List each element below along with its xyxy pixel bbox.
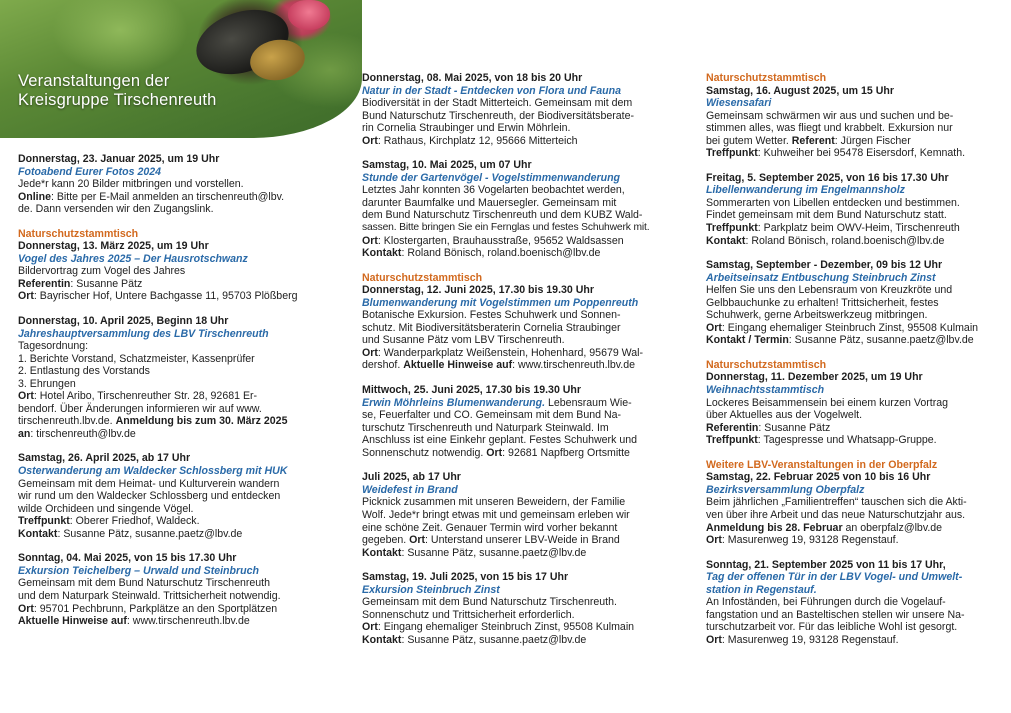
event-text: se, Feuerfalter und CO. Gemeinsam mit dem Bund Na- — [362, 409, 622, 422]
event-date: Donnerstag, 13. März 2025, um 19 Uhr — [18, 240, 209, 253]
treffpunkt-text: : Parkplatz beim OWV-Heim, Tirschenreuth — [757, 222, 960, 235]
event-text: Sonnenschutz und Trittsicherheit erforderlich. — [362, 608, 575, 621]
event-teichelberg — [18, 552, 338, 627]
event-text: über Aktuelles aus der Vogelwelt. — [706, 409, 863, 422]
anmeldung-label: Anmeldung bis 28. Februar — [706, 521, 843, 534]
event-wiesensafari — [706, 72, 996, 160]
event-date: Samstag, 22. Februar 2025 von 10 bis 16 Uhr — [706, 471, 931, 484]
event-text: gegeben. — [362, 534, 410, 547]
event-natur-in-der-stadt — [362, 72, 674, 147]
event-text: fangstation und an Basteltischen stellen wir unsere Na- — [706, 608, 965, 621]
anmeldung-text: an oberpfalz@lbv.de — [842, 521, 943, 534]
event-date: Juli 2025, ab 17 Uhr — [362, 471, 461, 484]
header-photo — [0, 0, 362, 138]
ort-label: Ort — [706, 534, 722, 547]
event-text: Anschluss ist eine Einkehr geplant. Festes Schuhwerk und — [362, 434, 637, 447]
kontakt-label: Kontakt — [706, 234, 746, 247]
agenda-item: 1. Berichte Vorstand, Schatzmeister, Kassenprüfer — [18, 352, 255, 365]
event-anmeldung — [706, 522, 996, 535]
website-text: tirschenreuth.lbv.de. — [18, 415, 116, 428]
event-text: Jede*r kann 20 Bilder mitbringen und vorstellen. — [18, 178, 244, 191]
event-category: Naturschutzstammtisch — [362, 271, 483, 284]
event-ort — [706, 534, 996, 547]
event-ort — [362, 534, 674, 547]
event-title: Exkursion Teichelberg – Urwald und Steinbruch — [18, 564, 259, 577]
event-text: rin Cornelia Straubinger und Erwin Möhrlein. — [362, 122, 571, 135]
event-date: Donnerstag, 12. Juni 2025, 17.30 bis 19.30 Uhr — [362, 284, 594, 297]
kontakt-text: : Roland Bönisch, roland.boenisch@lbv.de — [401, 247, 601, 260]
treffpunkt-text: : Oberer Friedhof, Waldeck. — [69, 515, 200, 528]
event-date: Freitag, 5. September 2025, von 16 bis 17.30 Uhr — [706, 171, 949, 184]
event-text: Bildervortrag zum Vogel des Jahres — [18, 265, 186, 278]
ort-text: : Masurenweg 19, 93128 Regenstauf. — [721, 633, 899, 646]
online-text: : Bitte per E-Mail anmelden an tirschenreuth@lbv. — [50, 190, 285, 203]
event-treffpunkt — [706, 222, 996, 235]
event-text: Findet gemeinsam mit dem Bund Naturschutz statt. — [706, 209, 947, 222]
event-referent — [706, 135, 996, 148]
event-ort — [706, 634, 996, 647]
ort-text-cont: dershof. — [362, 359, 404, 372]
event-date: Samstag, 26. April 2025, ab 17 Uhr — [18, 452, 191, 465]
event-title: Libellenwanderung im Engelmannsholz — [706, 184, 905, 197]
event-online — [18, 191, 338, 204]
event-ort — [362, 135, 674, 148]
kontakt-text: : Roland Bönisch, roland.boenisch@lbv.de — [745, 234, 945, 247]
event-text: wilde Orchideen und singende Vögel. — [18, 502, 194, 515]
event-vogel-des-jahres — [18, 228, 338, 303]
event-moehrlein-wanderung — [362, 384, 674, 459]
event-title: Blumenwanderung mit Vogelstimmen um Poppenreuth — [362, 296, 639, 309]
referentin-label: Referentin — [18, 277, 71, 290]
event-text: und dem Naturpark Steinwald. Trittsicherheit notwendig. — [18, 589, 281, 602]
event-kontakt — [18, 528, 338, 541]
ort-label: Ort — [18, 390, 34, 403]
event-text: bendorf. Über Änderungen informieren wir auf www. — [18, 402, 262, 415]
event-ort — [362, 235, 674, 248]
kontakt-label: Kontakt — [18, 527, 58, 540]
event-steinbruch-zinst — [362, 571, 674, 646]
event-text: schutz. Mit Biodiversitätsberaterin Cornelia Straubinger — [362, 321, 621, 334]
event-kontakt — [362, 247, 674, 260]
kontakt-label: Kontakt — [362, 633, 402, 646]
kontakt-text: : Susanne Pätz, susanne.paetz@lbv.de — [401, 546, 587, 559]
event-text: Gemeinsam schwärmen wir aus und suchen und be- — [706, 109, 954, 122]
event-hinweise — [362, 359, 674, 372]
event-text: Schuhwerk, gerne Arbeitswerkzeug mitbringen. — [706, 309, 928, 322]
referent-label: Referent — [791, 134, 835, 147]
treffpunkt-label: Treffpunkt — [706, 222, 758, 235]
ort-label: Ort — [409, 534, 426, 547]
event-date: Mittwoch, 25. Juni 2025, 17.30 bis 19.30 Uhr — [362, 384, 582, 397]
event-treffpunkt — [706, 147, 996, 160]
anmeldung-label: Anmeldung bis zum 30. März 2025 — [115, 415, 288, 428]
event-blumenwanderung — [362, 272, 674, 372]
event-date: Donnerstag, 10. April 2025, Beginn 18 Uhr — [18, 315, 229, 328]
treffpunkt-label: Treffpunkt — [18, 515, 70, 528]
event-text: Sonnenschutz notwendig. — [362, 446, 487, 459]
event-text: Gemeinsam mit dem Heimat- und Kulturverein wandern — [18, 477, 280, 490]
page-title — [18, 72, 217, 110]
hinweise-label: Aktuelle Hinweise auf — [403, 359, 513, 372]
event-title: Erwin Möhrleins Blumenwanderung. — [362, 396, 546, 409]
event-text: Gemeinsam mit dem Bund Naturschutz Tirschenreuth — [18, 577, 270, 590]
event-title: Osterwanderung am Waldecker Schlossberg mit HUK — [18, 465, 288, 478]
event-fotoabend — [18, 153, 338, 216]
ort-label: Ort — [706, 633, 722, 646]
hinweise-label: Aktuelle Hinweise auf — [18, 615, 127, 628]
event-text: eine schöne Zeit. Genauer Termin wird vorher bekannt — [362, 521, 618, 534]
event-ort — [706, 322, 996, 335]
event-kontakt — [706, 235, 996, 248]
event-text: darunter Baumfalke und Mauersegler. Gemeinsam mit — [362, 196, 617, 209]
event-date: Donnerstag, 11. Dezember 2025, um 19 Uhr — [706, 371, 923, 384]
ort-text: : Unterstand unserer LBV-Weide in Brand — [425, 534, 620, 547]
event-text: Tagesordnung: — [18, 340, 89, 353]
event-anmeldung-email — [18, 428, 338, 441]
event-text: Lockeres Beisammensein bei einem kurzen Vortrag — [706, 396, 949, 409]
event-gartenvoegel — [362, 159, 674, 259]
event-text: turschutzarbeit vor. Für das leibliche Wohl ist gesorgt. — [706, 621, 958, 634]
event-title: Natur in der Stadt - Entdecken von Flora und Fauna — [362, 84, 621, 97]
event-title: Jahreshauptversammlung des LBV Tirschenreuth — [18, 327, 269, 340]
referentin-text: : Susanne Pätz — [758, 421, 831, 434]
ort-text: : Wanderparkplatz Weißenstein, Hohenhard, 95679 Wal- — [377, 346, 644, 359]
column-1 — [18, 153, 338, 640]
event-text: Beim jährlichen „Familientreffen“ tauschen sich die Akti- — [706, 496, 967, 509]
event-title: Exkursion Steinbruch Zinst — [362, 583, 500, 596]
event-jahreshauptversammlung — [18, 315, 338, 440]
title-line-2: Kreisgruppe Tirschenreuth — [18, 91, 217, 109]
ort-text: : 95701 Pechbrunn, Parkplätze an den Sportplätzen — [33, 602, 278, 615]
ort-label: Ort — [362, 346, 378, 359]
event-text: de. Dann versenden wir den Zugangslink. — [18, 203, 214, 216]
kontakt-text: : Susanne Pätz, susanne.paetz@lbv.de — [57, 527, 243, 540]
event-date: Samstag, 19. Juli 2025, von 15 bis 17 Uhr — [362, 571, 569, 584]
event-text: An Infoständen, bei Führungen durch die Vogelauf- — [706, 596, 946, 609]
ort-text: : Eingang ehemaliger Steinbruch Zinst, 95508 Kulmain — [377, 621, 635, 634]
event-weidefest — [362, 471, 674, 559]
event-text: sassen. Bitte bringen Sie ein Fernglas und festes Schuhwerk mit. — [362, 222, 650, 234]
event-ort — [362, 347, 674, 360]
ort-text: : Hotel Aribo, Tirschenreuther Str. 28, 92681 Er- — [33, 390, 258, 403]
event-text: stimmen alles, was fliegt und krabbelt. Exkursion nur — [706, 122, 953, 135]
event-date: Samstag, September - Dezember, 09 bis 12 Uhr — [706, 259, 943, 272]
event-text: Botanische Exkursion. Festes Schuhwerk und Sonnen- — [362, 309, 621, 322]
ort-label: Ort — [486, 446, 503, 459]
event-text: Bund Naturschutz Tirschenreuth, der Biodiversitätsberate- — [362, 109, 635, 122]
referent-text: : Jürgen Fischer — [834, 134, 911, 147]
event-text: bei gutem Wetter. — [706, 134, 792, 147]
hinweise-text: : www.tirschenreuth.lbv.de — [126, 615, 250, 628]
ort-text: : Rathaus, Kirchplatz 12, 95666 Mitterteich — [377, 134, 578, 147]
ort-label: Ort — [706, 321, 722, 334]
event-tag-der-offenen-tuer — [706, 559, 996, 647]
event-text: und Susanne Pätz vom LBV Tirschenreuth. — [362, 334, 565, 347]
event-category: Naturschutzstammtisch — [18, 227, 139, 240]
event-bezirksversammlung — [706, 459, 996, 547]
ort-text: : Bayrischer Hof, Untere Bachgasse 11, 95703 Plößberg — [33, 290, 298, 303]
event-text: Wolf. Jede*r bringt etwas mit und gemeinsam erleben wir — [362, 508, 630, 521]
flower-image — [288, 0, 330, 30]
hinweise-text: : www.tirschenreuth.lbv.de — [512, 359, 636, 372]
column-2 — [362, 72, 674, 658]
event-category: Naturschutzstammtisch — [706, 358, 827, 371]
event-treffpunkt — [18, 515, 338, 528]
treffpunkt-label: Treffpunkt — [706, 434, 758, 447]
event-date: Samstag, 16. August 2025, um 15 Uhr — [706, 84, 895, 97]
event-text: Lebensraum Wie- — [545, 396, 632, 409]
event-title: Bezirksversammlung Oberpfalz — [706, 483, 865, 496]
event-ort — [18, 603, 338, 616]
event-text: Picknick zusammen mit unseren Beweidern, der Familie — [362, 496, 626, 509]
event-kontakt — [706, 334, 996, 347]
treffpunkt-text: : Tagespresse und Whatsapp-Gruppe. — [757, 434, 937, 447]
event-title-cont: station in Regenstauf. — [706, 583, 817, 596]
title-line-1: Veranstaltungen der — [18, 72, 170, 90]
event-date: Donnerstag, 23. Januar 2025, um 19 Uhr — [18, 153, 220, 165]
event-title-line — [362, 397, 674, 410]
event-title: Vogel des Jahres 2025 – Der Hausrotschwanz — [18, 252, 248, 265]
event-ort — [362, 621, 674, 634]
event-ort — [362, 447, 674, 460]
event-text: Gemeinsam mit dem Bund Naturschutz Tirschenreuth. — [362, 596, 617, 609]
ort-label: Ort — [18, 290, 34, 303]
an-label: an — [18, 427, 31, 440]
referentin-text: : Susanne Pätz — [70, 277, 143, 290]
referentin-label: Referentin — [706, 421, 759, 434]
ort-label: Ort — [362, 234, 378, 247]
event-title: Wiesensafari — [706, 97, 772, 110]
ort-label: Ort — [362, 621, 378, 634]
event-text: dem Bund Naturschutz Tirschenreuth und dem KUBZ Wald- — [362, 209, 643, 222]
event-referentin — [706, 422, 996, 435]
event-text: Gelbbauchunke zu erhalten! Trittsicherheit, festes — [706, 296, 939, 309]
ort-text: : Masurenweg 19, 93128 Regenstauf. — [721, 534, 899, 547]
column-3 — [706, 72, 996, 658]
event-date: Sonntag, 04. Mai 2025, von 15 bis 17.30 Uhr — [18, 552, 237, 565]
kontakt-text: : Susanne Pätz, susanne.paetz@lbv.de — [788, 334, 974, 347]
event-title: Weihnachtsstammtisch — [706, 384, 825, 397]
event-category: Naturschutzstammtisch — [706, 72, 827, 84]
ort-text: : 92681 Napfberg Ortsmitte — [502, 446, 630, 459]
event-date: Donnerstag, 08. Mai 2025, von 18 bis 20 Uhr — [362, 72, 583, 84]
ort-label: Ort — [362, 134, 378, 147]
event-ort — [18, 290, 338, 303]
event-libellenwanderung — [706, 172, 996, 247]
kontakt-label: Kontakt — [362, 247, 402, 260]
event-kontakt — [362, 634, 674, 647]
event-title: Stunde der Gartenvögel - Vogelstimmenwanderung — [362, 171, 621, 184]
email-text: : tirschenreuth@lbv.de — [30, 427, 136, 440]
event-osterwanderung — [18, 452, 338, 540]
event-text: turschutz Tirschenreuth und Naturpark Steinwald. Im — [362, 421, 609, 434]
event-title: Tag der offenen Tür in der LBV Vogel- und Umwelt- — [706, 571, 963, 584]
event-kontakt — [362, 547, 674, 560]
event-category: Weitere LBV-Veranstaltungen in der Oberpfalz — [706, 458, 938, 471]
ort-label: Ort — [18, 602, 34, 615]
event-text: Letztes Jahr konnten 36 Vogelarten beobachtet werden, — [362, 184, 625, 197]
event-title: Arbeitseinsatz Entbuschung Steinbruch Zinst — [706, 271, 936, 284]
event-weihnachtsstammtisch — [706, 359, 996, 447]
event-entbuschung — [706, 259, 996, 347]
event-text: Biodiversität in der Stadt Mitterteich. Gemeinsam mit dem — [362, 97, 633, 110]
kontakt-label: Kontakt — [362, 546, 402, 559]
event-title: Weidefest in Brand — [362, 483, 458, 496]
kontakt-label: Kontakt / Termin — [706, 334, 789, 347]
online-label: Online — [18, 190, 51, 203]
event-date: Samstag, 10. Mai 2025, um 07 Uhr — [362, 159, 532, 172]
event-referentin — [18, 278, 338, 291]
event-title: Fotoabend Eurer Fotos 2024 — [18, 165, 162, 178]
treffpunkt-label: Treffpunkt — [706, 147, 758, 160]
event-text: wir rund um den Waldecker Schlossberg und entdecken — [18, 490, 281, 503]
event-ort — [18, 390, 338, 403]
event-text: Sommerarten von Libellen entdecken und bestimmen. — [706, 196, 960, 209]
agenda-item: 3. Ehrungen — [18, 377, 76, 390]
event-hinweise — [18, 615, 338, 628]
event-date: Sonntag, 21. September 2025 von 11 bis 17 Uhr, — [706, 558, 946, 571]
event-treffpunkt — [706, 434, 996, 447]
kontakt-text: : Susanne Pätz, susanne.paetz@lbv.de — [401, 633, 587, 646]
event-anmeldung — [18, 415, 338, 428]
agenda-item: 2. Entlastung des Vorstands — [18, 365, 150, 378]
event-text: Helfen Sie uns den Lebensraum von Kreuzkröte und — [706, 284, 953, 297]
treffpunkt-text: : Kuhweiher bei 95478 Eisersdorf, Kemnath. — [757, 147, 966, 160]
ort-text: : Eingang ehemaliger Steinbruch Zinst, 95508 Kulmain — [721, 321, 979, 334]
event-text: ven über ihre Arbeit und das neue Naturschutzjahr aus. — [706, 508, 966, 521]
ort-text: : Klostergarten, Brauhausstraße, 95652 Waldsassen — [377, 234, 624, 247]
